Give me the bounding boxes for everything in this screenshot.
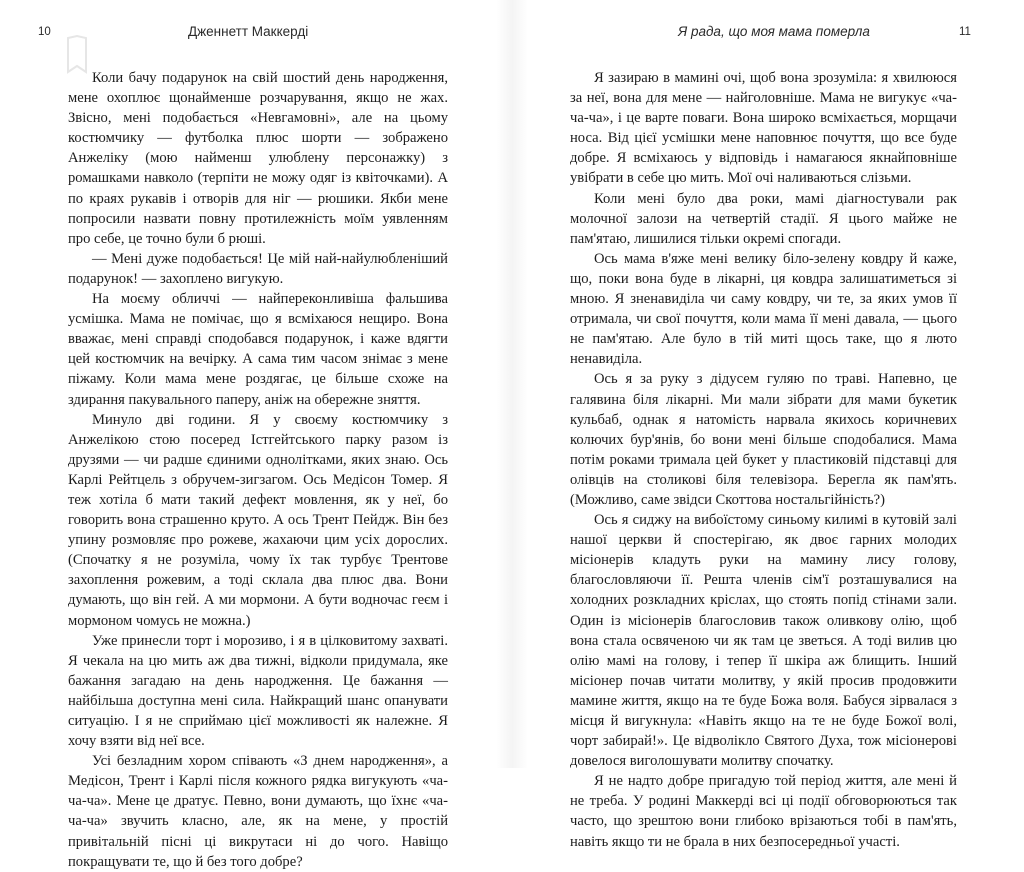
running-head-title: Я рада, що моя мама померла — [678, 24, 870, 39]
paragraph: Коли бачу подарунок на свій шостий день народження, мене охоплює щонайменше розчарування, якщо не жах. Звісно, мені подобається «Невгамовні», але на цьому костюмчику — футболка плюс шорти — зображено Анжеліку (мою найменш улюблену персонажку) з ромашками навколо (терпіти не можу одяг із квіточками). А по краях рукавів і отворів для ніг — рюшики. Якби мене попросили назвати повну протилежність моїм уявленням про себе, це точно були б рюші. — [68, 70, 448, 247]
paragraph: Ось мама в'яже мені велику біло-зелену ковдру й каже, що, поки вона буде в лікарні, ця ковдра залишатиметься зі мною. Я зненавиділа чи саму ковдру, чи те, за яких умов її отримала, чи свої почуття, коли мама її мені давала, — цього не пам'ятаю. Але було в тій миті щось таке, що я люто ненавиділа. — [570, 250, 957, 368]
paragraph: — Мені дуже подобається! Це мій най-найулюбленіший подарунок! — захоплено вигукую. — [68, 250, 448, 287]
paragraph: Ось я за руку з дідусем гуляю по траві. Напевно, це галявина біля лікарні. Ми мали зібрати для мами букетик кульбаб, однак я натомість нарвала якихось коричневих колючих бур'янів, бо вони мені більше сподобалися. Мама потім роками тримала цей букет у пластиковій підставці для олівців на столикові біля телевізора. Берегла як пам'ять. (Можливо, саме звідси Скоттова ностальгійність?) — [570, 371, 957, 508]
right-page-body — [570, 68, 957, 852]
paragraph: Усі безладним хором співають «З днем народження», а Медісон, Трент і Карлі після кожного рядка вигукують «ча-ча-ча». Мене це дратує. Певно, вони думають, що їхнє «ча-ча-ча» звучить класно, але, як на мене, у простій привітальній пісні ці викрутаси ні до чого. Навіщо покращувати те, що й без того добре? — [68, 753, 448, 870]
left-page — [0, 0, 512, 870]
left-page-body — [68, 68, 448, 872]
running-head-author: Дженнетт Маккерді — [188, 24, 309, 39]
page-number-right: 11 — [959, 26, 971, 38]
paragraph: Я не надто добре пригадую той період життя, але мені й не треба. У родині Маккерді всі ці події обговорюються так часто, що зрештою вони глибоко врізаються тобі в пам'ять, навіть якщо ти не брала в них безпосередньої участі. — [570, 773, 957, 850]
paragraph: Я зазираю в мамині очі, щоб вона зрозуміла: я хвилююся за неї, вона для мене — найголовніше. Мама не вигукує «ча-ча-ча», і це варте поваги. Вона широко всміхається, морщачи носа. Від цієї усмішки мене наповнює почуття, що все буде добре. Я всміхаюсь у відповідь і намагаюся якнайповніше увібрати в себе цю мить. Мої очі наливаються слізьми. — [570, 70, 957, 187]
paragraph: Уже принесли торт і морозиво, і я в цілковитому захваті. Я чекала на цю мить аж два тижні, відколи придумала, яке бажання загадаю на день народження. Це бажання — найбільша доступна мені сила. Найкращий шанс опанувати ситуацію. І я не сприймаю цієї можливості як належне. Я хочу взяти від неї все. — [68, 632, 448, 750]
paragraph: Минуло дві години. Я у своєму костюмчику з Анжелікою стою посеред Істгейтського парку разом із друзями — чи радше єдиними однолітками, яких знаю. Ось Карлі Рейтцель з обручем-зигзагом. Ось Медісон Томер. Я теж хотіла б мати такий дефект мовлення, як у неї, бо говорить вона страшенно круто. А ось Трент Пейдж. Він без упину розмовляє про рожеве, жахаючи цим усіх дорослих. (Спочатку я не розуміла, чому їх так турбує Трентове захоплення рожевим, а тоді склала два плюс два. Вони думають, що він гей. А ми мормони. А бути водночас геєм і мормоном чомусь не можна.) — [68, 411, 448, 629]
paragraph: Ось я сиджу на вибоїстому синьому килимі в кутовій залі нашої церкви й спостерігаю, як двоє гарних молодих місіонерів кладуть руки на мамину лису голову, благословляючи її. Решта членів сім'ї розташувалися на холодних розкладних кріслах, що стоять попід стінами зали. Один із місіонерів благословив також оливкову олію, щоб вона стала освяченою чи як там це зветься. А тоді вилив цю олію мамі на голову, і тепер її шкіра аж блищить. Інший місіонер почав читати молитву, у якій просив продовжити мамине життя, якщо на те буде Божа воля. Бабуся зірвалася з місця й вигукнула: «Навіть якщо на те не буде Божої волі, чорт забирай!». Це відволікло Святого Духа, тож місіонерові довелося виголошувати молитву спочатку. — [570, 512, 957, 770]
page-number-left: 10 — [38, 26, 51, 38]
right-page — [512, 0, 1024, 850]
paragraph: На моєму обличчі — найпереконливіша фальшива усмішка. Мама не помічає, що я всміхаюся нещиро. Вона вважає, мені справді сподобався подарунок, і каже вдягти цей костюмчик на вечірку. А сама тим часом знімає з мене піжаму. Коли мама мене роздягає, це більше схоже на здирання пакувального паперу, аніж на обережне зняття. — [68, 291, 448, 408]
paragraph: Коли мені було два роки, мамі діагностували рак молочної залози на четвертій стадії. Я цього майже не пам'ятаю, лишилися тільки окремі спогади. — [570, 190, 957, 247]
